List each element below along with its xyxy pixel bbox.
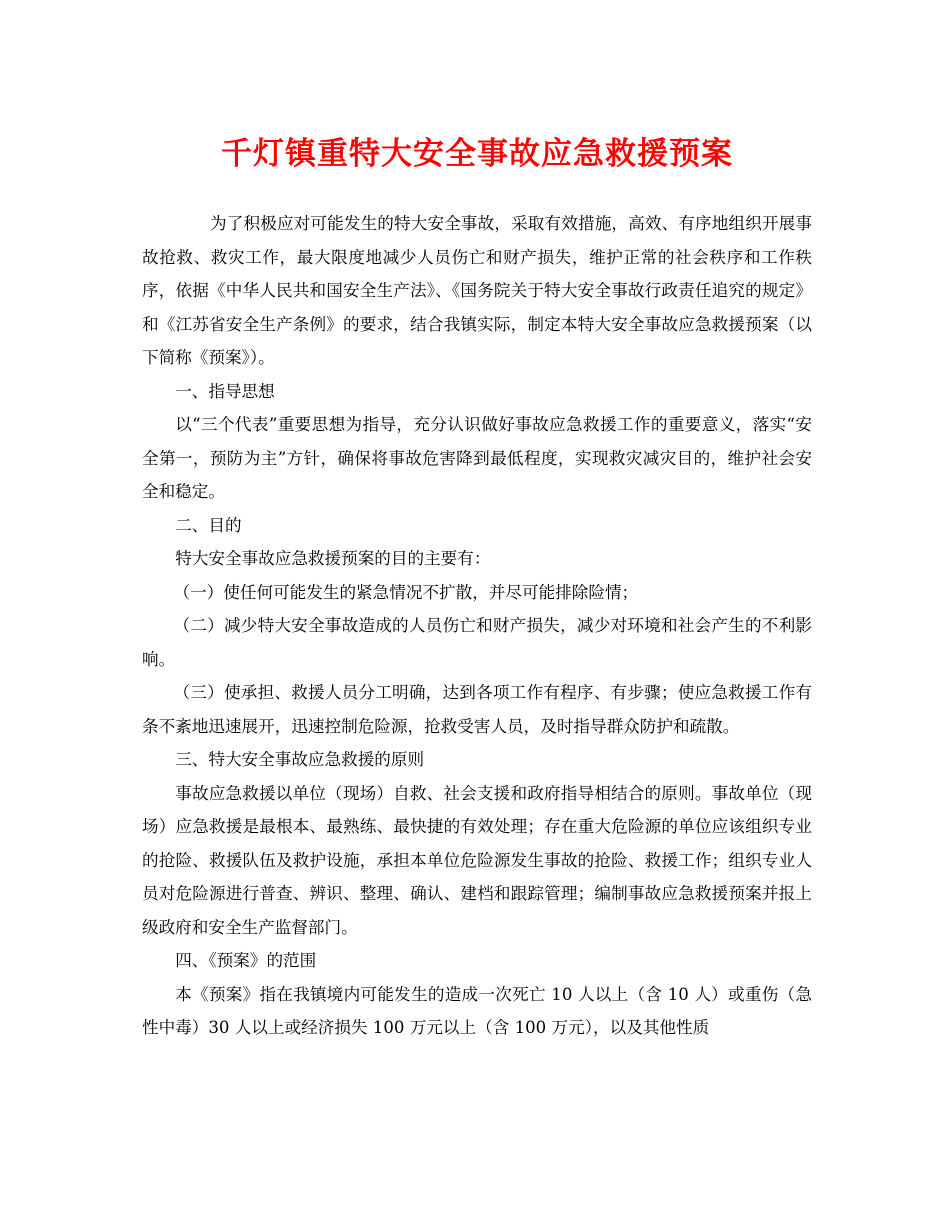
section-heading-purpose: 二、目的	[175, 515, 242, 535]
section-heading-guiding-ideology: 一、指导思想	[175, 381, 275, 401]
purpose-item-2: （二）减少特大安全事故造成的人员伤亡和财产损失，减少对环境和社会产生的不利影响。	[142, 616, 812, 669]
section-heading-scope: 四、《预案》的范围	[175, 951, 317, 970]
document-body	[142, 207, 812, 1045]
paragraph-intro: 为了积极应对可能发生的特大安全事故，采取有效措施，高效、有序地组织开展事故抢救、救灾工作，最大限度地减少人员伤亡和财产损失，维护正常的社会秩序和工作秩序，依据《中华人民共和国安全生产法》、《国务院关于特大安全事故行政责任追究的规定》和《江苏省安全生产条例》的要求，结合我镇实际，制定本特大安全事故应急救援预案（以下简称《预案》）。	[142, 214, 812, 367]
paragraph-scope: 本《预案》指在我镇境内可能发生的造成一次死亡 10 人以上（含 10 人）或重伤（急性中毒）30 人以上或经济损失 100 万元以上（含 100 万元），以及其他性质	[142, 984, 812, 1037]
paragraph-guiding-ideology: 以“三个代表”重要思想为指导，充分认识做好事故应急救援工作的重要意义，落实“安全第一，预防为主”方针，确保将事故危害降到最低程度，实现救灾减灾目的，维护社会安全和稳定。	[142, 415, 812, 501]
paragraph-principles: 事故应急救援以单位（现场）自救、社会支援和政府指导相结合的原则。事故单位（现场）应急救援是最根本、最熟练、最快捷的有效处理；存在重大危险源的单位应该组织专业的抢险、救援队伍及救护设施，承担本单位危险源发生事故的抢险、救援工作；组织专业人员对危险源进行普查、辨识、整理、确认、建档和跟踪管理；编制事故应急救援预案并报上级政府和安全生产监督部门。	[142, 783, 812, 937]
purpose-item-3: （三）使承担、救援人员分工明确，达到各项工作有程序、有步骤；使应急救援工作有条不紊地迅速展开，迅速控制危险源，抢救受害人员，及时指导群众防护和疏散。	[142, 683, 812, 736]
section-heading-principles: 三、特大安全事故应急救援的原则	[175, 750, 425, 769]
document-title: 千灯镇重特大安全事故应急救援预案	[221, 136, 733, 172]
paragraph-purpose-intro: 特大安全事故应急救援预案的目的主要有：	[175, 549, 491, 568]
purpose-item-1: （一）使任何可能发生的紧急情况不扩散，并尽可能排除险情；	[173, 582, 639, 602]
